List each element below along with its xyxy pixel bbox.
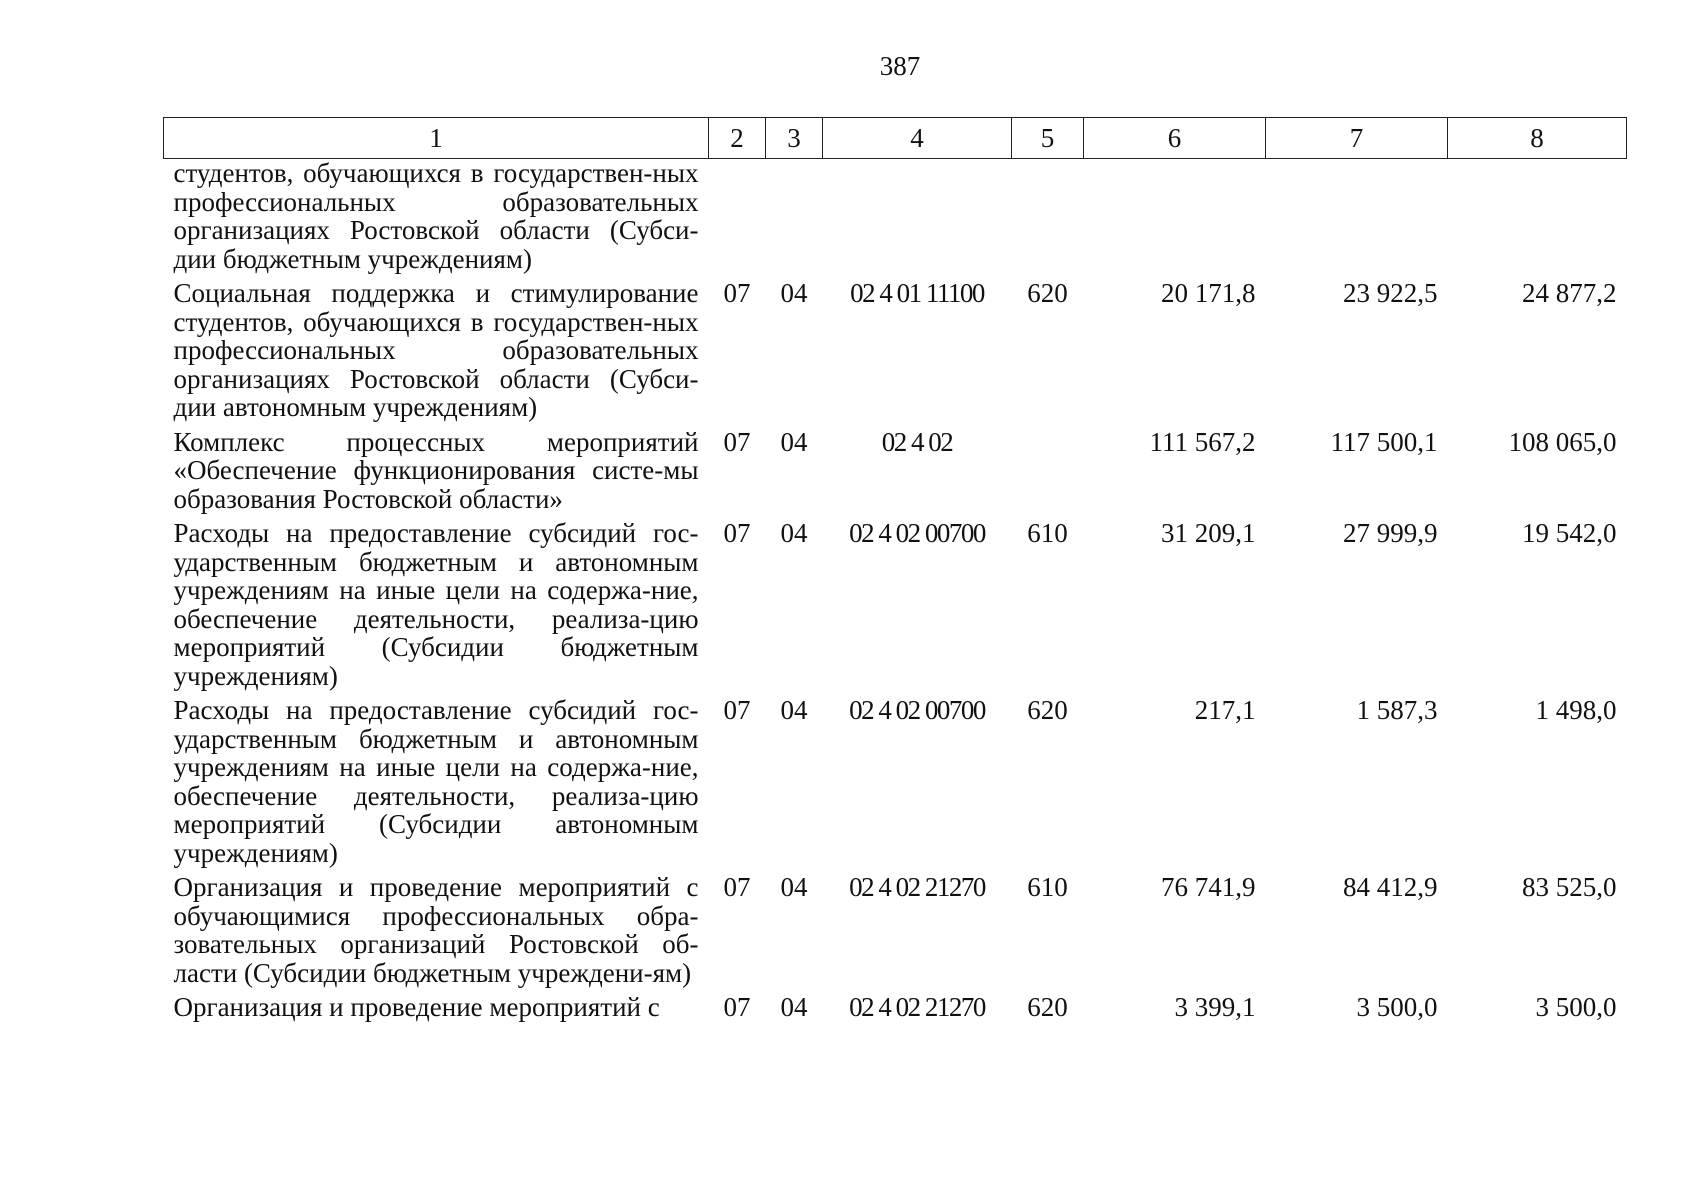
row-amount-year1: 3 399,1	[1174, 992, 1256, 1022]
row-target-article	[823, 159, 1012, 280]
row-amount-year1: 31 209,1	[1161, 518, 1256, 548]
header-row	[164, 118, 1627, 159]
row-amount-year2: 84 412,9	[1343, 872, 1438, 902]
row-target-article: 02 4 02 21270	[849, 992, 985, 1022]
row-expense-type: 620	[1027, 695, 1068, 725]
row-section: 07	[723, 518, 751, 548]
row-subsection: 04	[780, 278, 808, 308]
row-amount-year1: 217,1	[1194, 695, 1256, 725]
table-row	[164, 993, 1627, 1028]
table-body	[164, 159, 1627, 1028]
row-amount-year1: 20 171,8	[1161, 278, 1256, 308]
page-number	[0, 50, 1698, 82]
row-target-article: 02 4 01 11100	[850, 278, 984, 308]
row-subsection: 04	[780, 426, 808, 457]
header-col-2: 2	[709, 118, 766, 159]
header-col-7: 7	[1266, 118, 1448, 159]
row-name: Комплекс процессных мероприятий «Обеспечение функционирования систе-мы образования Ростовской области»	[173, 426, 699, 514]
header-col-4: 4	[823, 118, 1012, 159]
row-amount-year2: 3 500,0	[1356, 992, 1438, 1022]
row-expense-type	[1012, 428, 1084, 520]
row-amount-year3: 83 525,0	[1522, 872, 1617, 902]
budget-table	[163, 117, 1627, 1028]
row-amount-year3: 108 065,0	[1508, 426, 1617, 457]
table-row	[164, 873, 1627, 993]
header-col-6: 6	[1084, 118, 1266, 159]
row-target-article: 02 4 02 00700	[849, 695, 985, 725]
row-amount-year2	[1266, 159, 1448, 280]
row-target-article: 02 4 02 21270	[849, 872, 985, 902]
row-name: Организация и проведение мероприятий с	[173, 992, 660, 1022]
row-section: 07	[723, 426, 751, 457]
row-subsection: 04	[780, 695, 808, 725]
table-row	[164, 428, 1627, 520]
row-expense-type: 610	[1027, 872, 1068, 902]
row-name: Социальная поддержка и стимулирование студентов, обучающихся в государствен-ных профессиональных образовательных организациях Ростовской области (Субси-дии автономным учреждениям)	[173, 278, 699, 422]
row-section: 07	[723, 278, 751, 308]
row-subsection: 04	[780, 518, 808, 548]
row-target-article: 02 4 02	[881, 426, 953, 457]
row-subsection: 04	[780, 872, 808, 902]
row-amount-year2: 1 587,3	[1356, 695, 1438, 725]
row-amount-year1: 111 567,2	[1149, 426, 1256, 457]
row-amount-year3: 3 500,0	[1535, 992, 1617, 1022]
row-section: 07	[723, 695, 751, 725]
row-amount-year2: 23 922,5	[1343, 278, 1438, 308]
table-row	[164, 519, 1627, 696]
table-row	[164, 159, 1627, 280]
row-expense-type: 620	[1027, 992, 1068, 1022]
row-target-article: 02 4 02 00700	[849, 518, 985, 548]
row-subsection: 04	[780, 992, 808, 1022]
row-amount-year3: 24 877,2	[1522, 278, 1617, 308]
row-amount-year1: 76 741,9	[1161, 872, 1256, 902]
table-header	[164, 118, 1627, 159]
row-expense-type	[1012, 159, 1084, 280]
row-name: Организация и проведение мероприятий с обучающимися профессиональных обра-зовательных организаций Ростовской об-ласти (Субсидии бюджетным учреждени-ям)	[173, 872, 699, 988]
header-col-8: 8	[1448, 118, 1627, 159]
row-expense-type: 610	[1027, 518, 1068, 548]
row-amount-year3: 19 542,0	[1522, 518, 1617, 548]
header-col-5: 5	[1012, 118, 1084, 159]
row-amount-year2: 27 999,9	[1343, 518, 1438, 548]
row-name: Расходы на предоставление субсидий гос-ударственным бюджетным и автономным учреждениям на иные цели на содержа-ние, обеспечение деятельности, реализа-цию мероприятий (Субсидии автономным учреждениям)	[173, 695, 699, 868]
table-row	[164, 696, 1627, 873]
row-amount-year3: 1 498,0	[1535, 695, 1617, 725]
row-section: 07	[723, 992, 751, 1022]
table-row	[164, 279, 1627, 428]
row-section	[709, 159, 766, 280]
row-amount-year3	[1448, 159, 1627, 280]
row-amount-year2: 117 500,1	[1330, 426, 1438, 457]
row-section: 07	[723, 872, 751, 902]
header-col-3: 3	[766, 118, 823, 159]
row-expense-type: 620	[1027, 278, 1068, 308]
row-name: студентов, обучающихся в государствен-ных профессиональных образовательных организациях Ростовской области (Субси-дии бюджетным учреждениям)	[173, 158, 699, 274]
row-subsection	[766, 159, 823, 280]
row-name: Расходы на предоставление субсидий гос-ударственным бюджетным и автономным учреждениям на иные цели на содержа-ние, обеспечение деятельности, реализа-цию мероприятий (Субсидии бюджетным учреждениям)	[173, 518, 699, 691]
header-col-1: 1	[164, 118, 709, 159]
row-amount-year1	[1084, 159, 1266, 280]
page-number-text: 387	[879, 51, 921, 81]
